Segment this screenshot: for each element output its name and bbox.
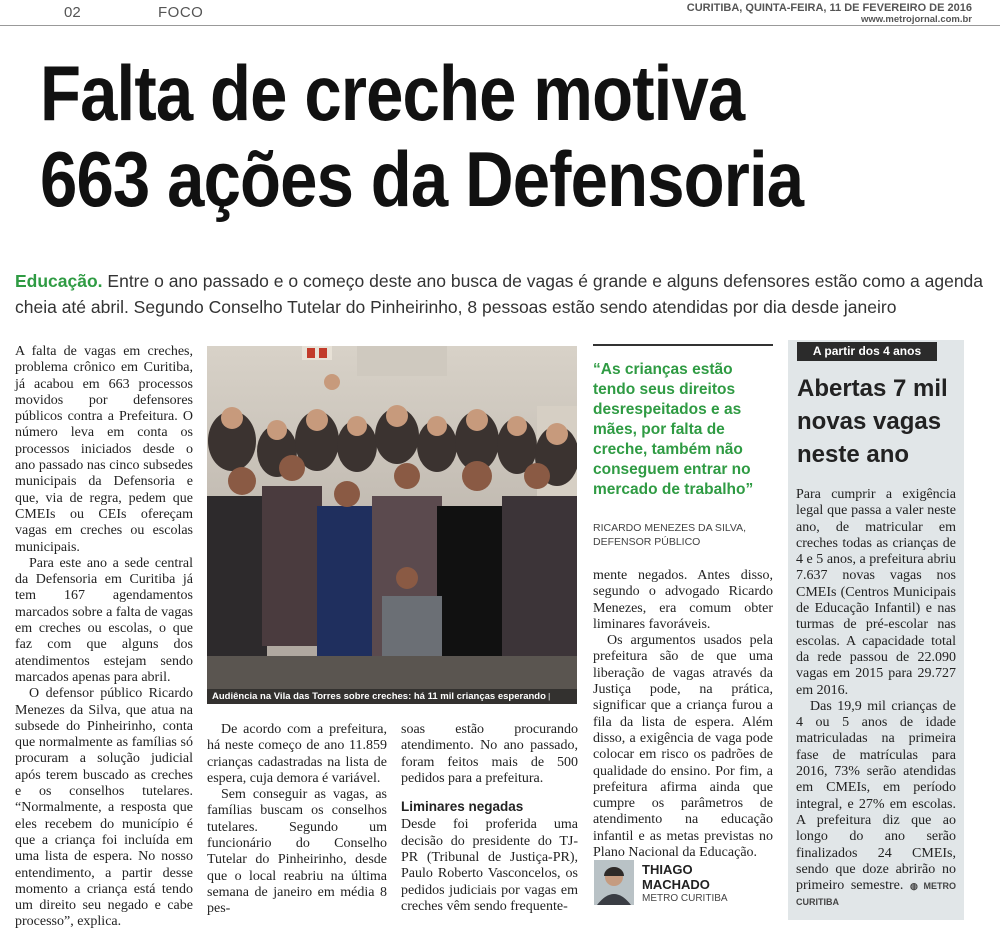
dateline: CURITIBA, QUINTA-FEIRA, 11 DE FEVEREIRO DE 2016 (686, 2, 972, 14)
sidebar-tag: A partir dos 4 anos (797, 342, 937, 361)
site-link[interactable]: www.metrojornal.com.br (860, 14, 972, 25)
sidebar-paragraph-text: Das 19,9 mil crianças de 4 ou 5 anos de idade matriculadas na primeira fase de matrículas para 2016, 73% serão atendidas em CMEIs, em período integral, e 27% em escolas. A prefeitura diz que ao longo do ano serão finalizados 24 CMEIs, sendo que doze abrirão no primeiro semestre. (796, 698, 956, 894)
sidebar-paragraph (796, 699, 956, 911)
metro-logo-icon: ◍ (910, 881, 924, 892)
headline-line-2: 663 ações da Defensoria (40, 135, 804, 223)
page-number: 02 (64, 4, 81, 21)
headline (40, 50, 848, 222)
sidebar-signoff-text: METRO CURITIBA (796, 881, 957, 908)
article-paragraph: mente negados. Antes disso, segundo o advogado Ricardo Menezes, era comum obter liminares favoráveis. (593, 568, 773, 632)
article-column-1 (15, 344, 193, 931)
standfirst-text: Entre o ano passado e o começo deste ano busca de vagas é grande e alguns defensores estão como a agenda cheia até abril. Segundo Conselho Tutelar do Pinheirinho, 8 pessoas estão sendo atendidas por dia desde janeiro (15, 271, 984, 317)
author-avatar (594, 860, 634, 905)
sidebar-body (796, 487, 956, 911)
article-paragraph: A falta de vagas em creches, problema crônico em Curitiba, já acabou em 663 processos movidos por defensores públicos contra a Prefeitura. O número leva em conta os processos iniciados desde o ano passado nas cinco subsedes municipais da Defensoria e que, via de regra, pedem que CMEIs ou CEIs ofereçam vagas em creches ou escolas municipais. (15, 344, 193, 555)
audience-photo-image (207, 346, 577, 704)
article-paragraph: De acordo com a prefeitura, há neste começo de ano 11.859 crianças cadastradas na lista de espera, cuja demora é variável. (207, 722, 387, 786)
article-paragraph: Para este ano a sede central da Defensoria em Curitiba já tem 167 agendamentos marcados sobre a falta de vagas em creches ou escolas, o que faz com que alguns dos atendimentos estejam sendo marcados apenas para abril. (15, 555, 193, 685)
pull-quote-rule (593, 344, 773, 346)
pull-quote-attribution: RICARDO MENEZES DA SILVA, DEFENSOR PÚBLICO (593, 522, 747, 548)
page-header (0, 0, 1000, 26)
section-label: FOCO (158, 4, 204, 21)
photo-credit: | ASCOM/DPPR (212, 692, 551, 716)
article-paragraph: soas estão procurando atendimento. No ano passado, foram feitos mais de 500 pedidos para a prefeitura. (401, 722, 578, 786)
article-paragraph: Sem conseguir as vagas, as famílias buscam os conselhos tutelares. Segundo um funcionário do Conselho Tutelar do Pinheirinho, desde que o local reabriu na última semana de janeiro em média 8 pes- (207, 787, 387, 917)
author-first-name: THIAGO (642, 862, 693, 877)
article-column-3 (401, 722, 578, 915)
standfirst (15, 268, 990, 320)
article-photo (207, 346, 577, 704)
subhead: Liminares negadas (401, 799, 524, 815)
author-organization: METRO CURITIBA (642, 893, 728, 904)
standfirst-kicker: Educação. (15, 271, 103, 291)
article-paragraph: O defensor público Ricardo Menezes da Silva, que atua na subsede do Pinheirinho, conta que normalmente as famílias só procuram a solução judicial após terem buscado as creches e os conselhos tutelares. “Normalmente, a resposta que eles recebem do município é que a criança foi incluída em uma lista de espera. No nosso entendimento, a partir desse momento a criança está tendo um direito seu negado e cabe processo”, explica. (15, 686, 193, 930)
article-paragraph: Os argumentos usados pela prefeitura são de que uma liberação de vagas através da Justiça pode, na prática, significar que a criança furou a fila da lista de espera. Além disso, a exigência de vaga pode colocar em risco os padrões de qualidade do ensino. Por fim, a prefeitura afirma ainda que cumpre os parâmetros de atendimento na educação infantil e as metas previstas no Plano Nacional da Educação. (593, 633, 773, 861)
author-portrait-icon (594, 860, 634, 905)
photo-caption-text: Audiência na Vila das Torres sobre creches: há 11 mil crianças esperando (212, 691, 546, 702)
article-paragraph: Desde foi proferida uma decisão do presidente do TJ-PR (Tribunal de Justiça-PR), Paulo Roberto Vasconcelos, os pedidos judiciais por vagas em creches vêm sendo frequente- (401, 817, 578, 914)
author-name (642, 862, 710, 892)
article-column-2 (207, 722, 387, 918)
article-column-4 (593, 568, 773, 861)
sidebar-paragraph: Para cumprir a exigência legal que passa a valer neste ano, de matricular em creches todas as crianças de 4 e 5 anos, a prefeitura abriu 7.637 novas vagas nos CMEIs (Centros Municipais de Educação Infantil) e nas turmas de pré-escolar nas escolas. A capacidade total da rede passou de 22.090 vagas em 2015 para 29.727 em 2016. (796, 487, 956, 698)
header-divider (0, 25, 1000, 26)
headline-line-1: Falta de creche motiva (40, 49, 745, 137)
photo-caption (207, 689, 577, 716)
author-last-name: MACHADO (642, 877, 710, 892)
pull-quote: “As crianças estão tendo seus direitos desrespeitados e as mães, por falta de creche, também não conseguem entrar no mercado de trabalho” (593, 361, 754, 498)
sidebar-title: Abertas 7 mil novas vagas neste ano (797, 375, 948, 468)
